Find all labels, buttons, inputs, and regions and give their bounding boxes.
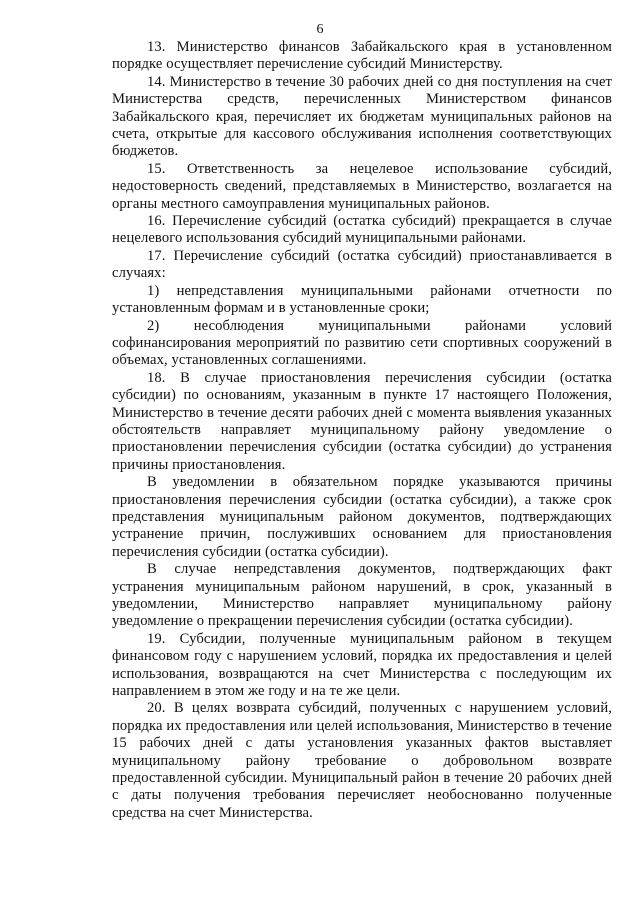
- paragraph-19: 19. Субсидии, полученные муниципальным районом в текущем финансовом году с нарушением условий, порядка их предоставления и целей использования, возвращаются на счет Министерства с последующим их направлением в этом же году и на те же цели.: [112, 630, 612, 700]
- paragraph-14: 14. Министерство в течение 30 рабочих дней со дня поступления на счет Министерства средств, перечисленных Министерством финансов Забайкальского края, перечисляет их бюджетам муниципальных районов на счета, открытые для кассового обслуживания исполнения соответствующих бюджетов.: [112, 73, 612, 160]
- paragraph-13: 13. Министерство финансов Забайкальского края в установленном порядке осуществляет перечисление субсидий Министерству.: [112, 39, 612, 73]
- document-body: [112, 39, 612, 822]
- paragraph-16: 16. Перечисление субсидий (остатка субсидий) прекращается в случае нецелевого использования субсидий муниципальными районами.: [112, 213, 612, 247]
- paragraph-18-notice: В уведомлении в обязательном порядке указываются причины приостановления перечисления субсидии (остатка субсидии), а также срок представления муниципальным районом документов, подтверждающих устранение причин, послуживших основанием для приостановления перечисления субсидии (остатка субсидии).: [112, 474, 612, 560]
- paragraph-17-item-1: 1) непредставления муниципальными районами отчетности по установленным формам и в установленные сроки;: [112, 282, 612, 317]
- paragraph-17: 17. Перечисление субсидий (остатка субсидий) приостанавливается в случаях:: [112, 247, 612, 282]
- paragraph-17-item-2: 2) несоблюдения муниципальными районами условий софинансирования мероприятий по развитию сети спортивных сооружений в объемах, установленных соглашениями.: [112, 317, 612, 369]
- paragraph-18-termination: В случае непредставления документов, подтверждающих факт устранения муниципальным районом нарушений, в срок, указанный в уведомлении, Министерство направляет муниципальному району уведомление о прекращении перечисления субсидии (остатка субсидии).: [112, 561, 612, 630]
- paragraph-15: 15. Ответственность за нецелевое использование субсидий, недостоверность сведений, представляемых в Министерство, возлагается на органы местного самоуправления муниципальных районов.: [112, 160, 612, 212]
- page-number: 6: [316, 22, 324, 37]
- paragraph-20: 20. В целях возврата субсидий, полученных с нарушением условий, порядка их предоставления или целей использования, Министерство в течение 15 рабочих дней с даты установления указанных фактов выставляет муниципальному району требование о добровольном возврате предоставленной субсидии. Муниципальный район в течение 20 рабочих дней с даты получения требования перечисляет необоснованно полученные средства на счет Министерства.: [112, 700, 612, 821]
- paragraph-18: 18. В случае приостановления перечисления субсидии (остатка субсидии) по основаниям, указанным в пункте 17 настоящего Положения, Министерство в течение десяти рабочих дней с момента выявления указанных обстоятельств направляет муниципальному району уведомление о приостановлении перечисления субсидии (остатка субсидии) до устранения причины приостановления.: [112, 369, 612, 473]
